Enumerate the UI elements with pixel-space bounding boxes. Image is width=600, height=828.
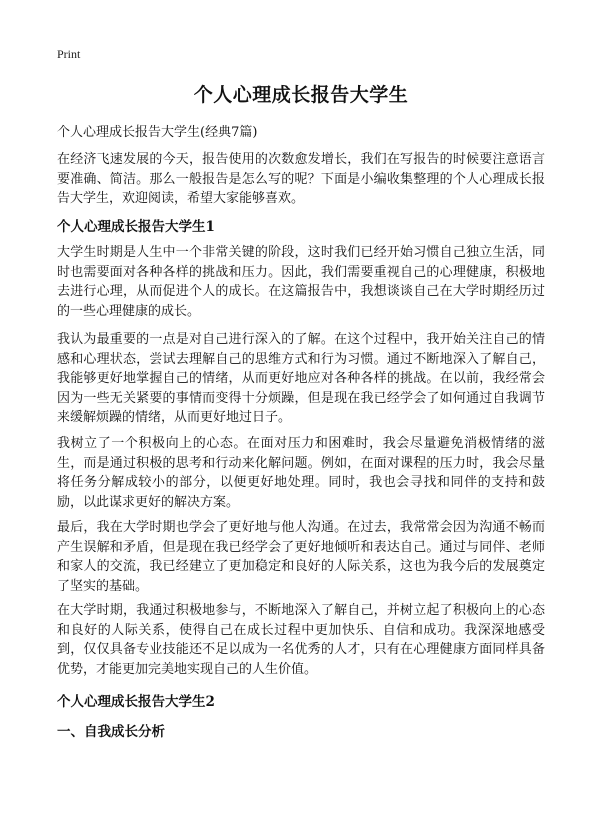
section-1-paragraph-5: 在大学时期，我通过积极地参与，不断地深入了解自己，并树立起了积极向上的心态和良好的人际关系，使得自己在成长过程中更加快乐、自信和成功。我深深地感受到，仅仅具备专业技能还不足以成为一名优秀的人才，只有在心理健康方面同样具备优势，才能更加完美地实现自己的人生价值。 bbox=[57, 603, 545, 677]
document-title: 个人心理成长报告大学生 bbox=[193, 84, 409, 106]
section-1-paragraph-4: 最后，我在大学时期也学会了更好地与他人沟通。在过去，我常常会因为沟通不畅而产生误解和矛盾，但是现在我已经学会了更好地倾听和表达自己。通过与同伴、老师和家人的交流，我已经建立了更加稳定和良好的人际关系，这也为我今后的发展奠定了坚实的基础。 bbox=[57, 520, 545, 594]
section-1-paragraph-2: 我认为最重要的一点是对自己进行深入的了解。在这个过程中，我开始关注自己的情感和心理状态，尝试去理解自己的思维方式和行为习惯。通过不断地深入了解自己，我能够更好地掌握自己的情绪，从而更好地应对各种各样的挑战。在以前，我经常会因为一些无关紧要的事情而变得十分烦躁，但是现在我已经学会了如何通过自我调节来缓解烦躁的情绪，从而更好地过日子。 bbox=[57, 332, 545, 425]
intro-paragraph: 在经济飞速发展的今天，报告使用的次数愈发增长，我们在写报告的时候要注意语言要准确、简洁。那么一般报告是怎么写的呢？下面是小编收集整理的个人心理成长报告大学生，欢迎阅读，希望大家能够喜欢。 bbox=[57, 152, 545, 206]
section-1-paragraph-3: 我树立了一个积极向上的心态。在面对压力和困难时，我会尽量避免消极情绪的滋生，而是通过积极的思考和行动来化解问题。例如，在面对课程的压力时，我会尽量将任务分解成较小的部分，以便更好地处理。同时，我也会寻找和同伴的支持和鼓励，以此谋求更好的解决方案。 bbox=[57, 436, 545, 510]
section-1-heading: 个人心理成长报告大学生1 bbox=[57, 219, 215, 235]
print-label[interactable]: Print bbox=[57, 47, 81, 61]
document-subtitle: 个人心理成长报告大学生(经典7篇) bbox=[57, 125, 258, 140]
section-2-heading: 个人心理成长报告大学生2 bbox=[57, 694, 215, 710]
section-1-paragraph-1: 大学生时期是人生中一个非常关键的阶段，这时我们已经开始习惯自己独立生活，同时也需要面对各种各样的挑战和压力。因此，我们需要重视自己的心理健康，积极地去进行心理，从而促进个人的成长。在这篇报告中，我想谈谈自己在大学时期经历过的一些心理健康的成长。 bbox=[57, 245, 545, 319]
section-2-subheading: 一、自我成长分析 bbox=[57, 724, 165, 740]
